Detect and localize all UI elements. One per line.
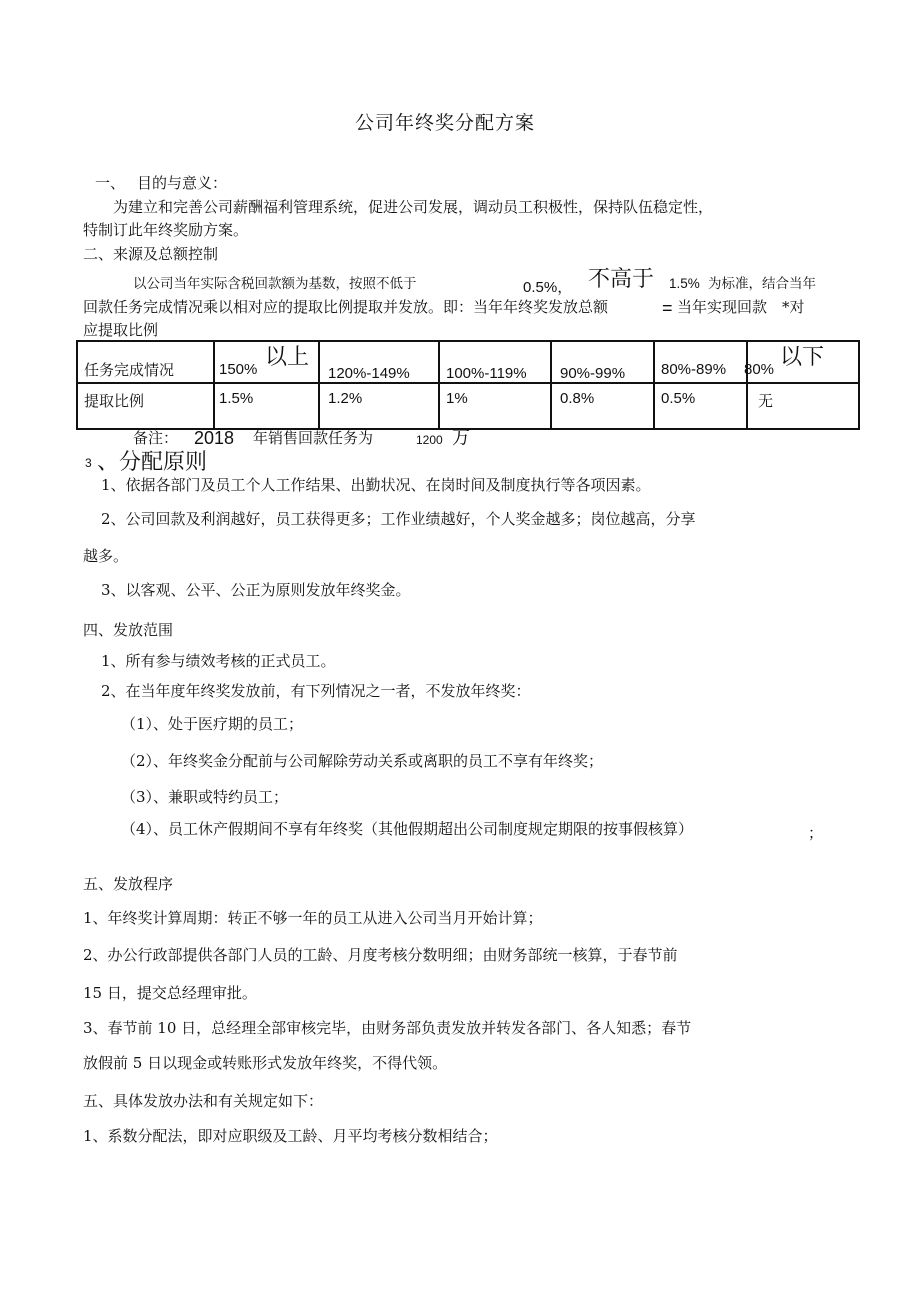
table-header-label: 任务完成情况 [84,361,175,379]
section-2-not-exceed: 不高于 [588,267,655,292]
section-4-sub-4: （4）、员工休产假期间不享有年终奖（其他假期超出公司制度规定期限的按事假核算） [121,820,694,838]
section-2-max-percent: 1.5% [669,276,700,291]
section-2-line-1-text: 以公司当年实际含税回款额为基数，按照不低于 [133,276,417,292]
section-5-line-4: 3、春节前 10 日，总经理全部审核完毕，由财务部负责发放并转发各部门、各人知悉；春节 [83,1019,692,1037]
table-cell [551,341,654,383]
table-cell [551,383,654,429]
section-1-number: 一、 [95,174,126,192]
table-cell [214,341,319,383]
note-label: 备注： [133,429,179,447]
section-4-sub-1: （1）、处于医疗期的员工； [121,715,304,733]
table-cell [214,383,319,429]
section-5-line-3: 15 日，提交总经理审批。 [83,984,257,1002]
section-4-sub-2: （2）、年终奖金分配前与公司解除劳动关系或离职的员工不享有年终奖； [121,752,604,770]
table-cell [747,383,859,429]
section-4-item-2: 2、在当年度年终奖发放前，有下列情况之一者，不发放年终奖： [101,682,531,700]
table-cell [654,383,747,429]
table-cell-value: 0.8% [560,390,595,407]
table-row [77,383,859,429]
section-2-min-percent: 0.5%， [523,279,573,296]
section-2-line-2-text: 回款任务完成情况乘以相对应的提取比例提取并发放。即：当年年终奖发放总额 [83,298,609,316]
section-3-item-2: 2、公司回款及利润越好，员工获得更多；工作业绩越好，个人奖金越多；岗位越高，分享 [101,510,696,528]
section-5-line-1: 1、年终奖计算周期：转正不够一年的员工从进入公司当月开始计算； [83,909,543,927]
ratio-table [76,340,860,430]
section-2-heading: 二、来源及总额控制 [83,245,219,263]
section-4-sub-4-tail: ； [808,824,824,842]
section-5-heading: 五、发放程序 [83,875,174,893]
table-cell-value: 1% [446,390,468,407]
table-cell [654,341,747,383]
table-header-cell: 100%-119% [446,365,527,382]
section-1-body-line-2: 特制订此年终奖励方案。 [83,221,249,239]
table-cell [319,341,439,383]
note-text: 年销售回款任务为 [253,429,374,447]
note-year: 2018 [194,428,235,448]
section-6-heading: 五、具体发放办法和有关规定如下： [83,1092,324,1110]
section-2-line-2-mid: 当年实现回款 [677,298,768,316]
table-cell-value: 1.5% [219,390,254,407]
table-header-cell-extra: 以上 [265,345,310,370]
note-unit: 万 [452,428,470,449]
note-amount: 1200 [416,433,443,447]
table-cell [77,341,214,383]
section-4-item-1: 1、所有参与绩效考核的正式员工。 [101,652,336,670]
section-5-line-5: 放假前 5 日以现金或转账形式发放年终奖，不得代领。 [83,1054,448,1072]
page-title: 公司年终奖分配方案 [355,112,536,134]
table-header-row [77,341,859,383]
section-2-equals: = [662,298,673,318]
table-header-cell-extra: 以下 [780,345,825,370]
table-header-cell: 80% [744,361,775,378]
section-3-number: 3 [85,456,92,470]
table-header-cell: 150% [219,361,258,378]
table-cell-value: 0.5% [661,390,696,407]
section-3-item-3: 3、以客观、公平、公正为原则发放年终奖金。 [101,581,411,599]
table-cell [439,341,551,383]
section-1-heading: 目的与意义： [137,174,228,192]
section-3-heading: 、分配原则 [97,450,208,475]
table-header-cell: 80%-89% [661,361,727,378]
table-header-cell: 120%-149% [328,365,410,382]
section-1-body-line-1: 为建立和完善公司薪酬福利管理系统，促进公司发展，调动员工积极性，保持队伍稳定性， [113,198,714,216]
table-header-cell: 90%-99% [560,365,626,382]
section-6-line-1: 1、系数分配法，即对应职级及工龄、月平均考核分数相结合； [83,1127,498,1145]
section-2-line-2-star: *对 [782,298,805,316]
section-5-line-2: 2、办公行政部提供各部门人员的工龄、月度考核分数明细；由财务部统一核算，于春节前 [83,946,678,964]
section-4-heading: 四、发放范围 [83,621,174,639]
section-3-item-2-cont: 越多。 [83,547,129,565]
table-cell-value: 无 [758,392,774,410]
table-row-label: 提取比例 [84,392,145,410]
table-cell-value: 1.2% [328,390,363,407]
table-cell [744,341,859,383]
table-cell [319,383,439,429]
table-cell [77,383,214,429]
section-2-line-1-tail: 为标准，结合当年 [708,276,816,292]
section-3-item-1: 1、依据各部门及员工个人工作结果、出勤状况、在岗时间及制度执行等各项因素。 [101,476,651,494]
section-4-sub-3: （3）、兼职或特约员工； [121,788,289,806]
table-cell [439,383,551,429]
section-2-line-3: 应提取比例 [83,321,159,339]
